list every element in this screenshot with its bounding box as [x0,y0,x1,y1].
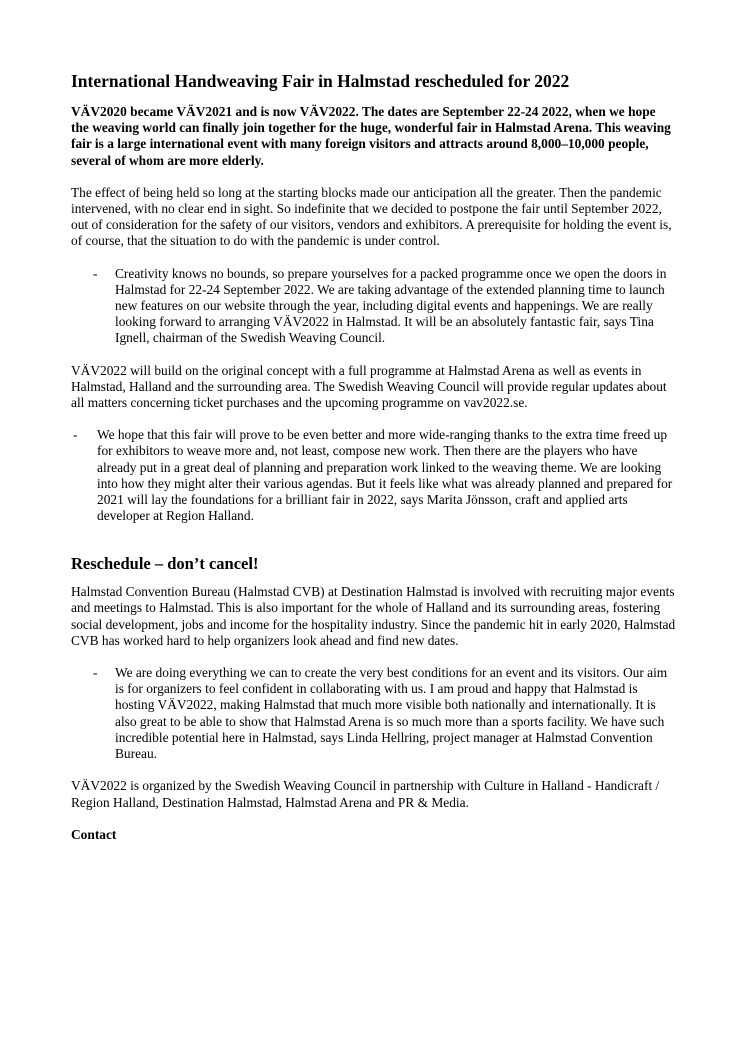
document-title: International Handweaving Fair in Halmstad rescheduled for 2022 [71,71,570,91]
quote-block-2 [71,427,676,524]
body-paragraph-2: VÄV2022 will build on the original concept with a full programme at Halmstad Arena as well as events in Halmstad, Halland and the surrounding area. The Swedish Weaving Council will provide regular updates about all matters concerning ticket purchases and the upcoming programme on vav2022.se. [71,362,667,411]
quote-dash: - [93,665,98,681]
section-heading: Reschedule – don’t cancel! [71,554,259,574]
quote-dash: - [93,265,98,281]
body-paragraph-1: The effect of being held so long at the starting blocks made our anticipation all the greater. Then the pandemic intervened, with no clear end in sight. So indefinite that we decided to postpone the fair until September 2022, out of consideration for the safety of our visitors, vendors and exhibitors. A prerequisite for holding the event is, of course, that the situation to do with the pandemic is under control. [71,184,672,249]
lead-paragraph: VÄV2020 became VÄV2021 and is now VÄV2022. The dates are September 22-24 2022, when we hope the weaving world can finally join together for the huge, wonderful fair in Halmstad Arena. This weaving fair is a large international event with many foreign visitors and attracts around 8,000–10,000 people, several of whom are more elderly. [71,104,671,168]
quote-block-3 [71,665,676,762]
quote-text-2: We hope that this fair will prove to be even better and more wide-ranging thanks to the extra time freed up for exhibitors to weave more and, not least, compose new work. Then there are the players who have already put in a great deal of planning and preparation work linked to the weaving theme. We are looking into how they might alter their various agendas. But it feels like what was already planned and prepared for 2021 will lay the foundations for a brilliant fair in 2022, says Marita Jönsson, craft and applied arts developer at Region Halland. [97,427,673,524]
quote-block-1 [71,266,676,347]
body-paragraph-3: Halmstad Convention Bureau (Halmstad CVB) at Destination Halmstad is involved with recruiting major events and meetings to Halmstad. This is also important for the whole of Halland and its surrounding areas, fostering social development, jobs and income for the hospitality industry. Since the pandemic hit in early 2020, Halmstad CVB has worked hard to help organizers look ahead and find new dates. [71,584,676,648]
contact-heading: Contact [71,826,117,842]
quote-text-3: We are doing everything we can to create the very best conditions for an event and its visitors. Our aim is for organizers to feel confident in collaborating with us. I am proud and happy that Halmstad is hosting VÄV2022, making Halmstad that much more visible both nationally and internationally. It is also great to be able to show that Halmstad Arena is so much more than a sports facility. We have such incredible potential here in Halmstad, says Linda Hellring, project manager at Halmstad Convention Bureau. [115,665,668,762]
document-page [71,71,676,843]
quote-dash: - [73,427,78,443]
body-paragraph-4: VÄV2022 is organized by the Swedish Weaving Council in partnership with Culture in Halland - Handicraft / Region Halland, Destination Halmstad, Halmstad Arena and PR & Media. [71,778,660,810]
quote-text-1: Creativity knows no bounds, so prepare yourselves for a packed programme once we open the doors in Halmstad for 22-24 September 2022. We are taking advantage of the extended planning time to launch new features on our website through the year, including digital events and happenings. We are really looking forward to arranging VÄV2022 in Halmstad. It will be an absolutely fantastic fair, says Tina Ignell, chairman of the Swedish Weaving Council. [115,265,667,346]
